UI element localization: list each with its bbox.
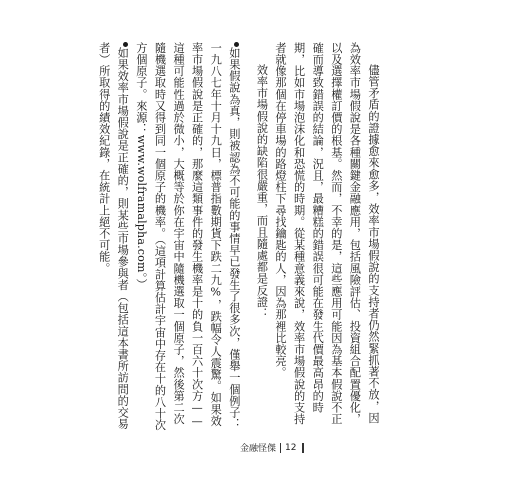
bullet-2-text: 如果效率市場假說是正確的，則某些市場參與者（包括這本書所訪問的交易者）所取得的績效紀錄，在統計上絕不可能。: [97, 42, 130, 430]
paragraph-spacer: [243, 42, 252, 434]
source-link[interactable]: www.wolframalpha.com: [134, 134, 148, 273]
page-number: 12: [285, 442, 297, 453]
footer-rule: [302, 443, 304, 453]
bullet-item-1: [131, 42, 243, 434]
bullet-1-tail: 。）: [134, 272, 148, 291]
paragraph-2: 效率市場假說的缺陷很嚴重，而且隨處都是反證：: [255, 64, 269, 320]
page-footer: [240, 441, 304, 454]
vertical-text-block: [97, 42, 382, 434]
bullet-1-text: 如果假說為真，則被認為不可能的事情早已發生了很多次，僅舉一個例子：一九八七年十月十九日，標普指數期貨下跌二九%，跌幅令人震驚。如果效率市場假說是正確的，那麼這類事件的發生機率是十的負一百六十次方——這種可能性過於微小，大概等於你在宇宙中隨機選取一個原子，然後第二次隨機選取時又得到同一個原子的機率。（這項計算估計宇宙中存在十的八十次方個原子。來源：: [134, 42, 241, 431]
footer-divider: [280, 443, 281, 453]
paragraph-1: 儘管矛盾的證據愈來愈多，效率市場假說的支持者仍然緊抓著不放，因為效率市場假說是各種關鍵金融應用，包括風險評估、投資組合配置優化，以及選擇權訂價的根基。然而，不幸的是，這些應用可能因為基本假說不正確而導致錯誤的結論，況且，最糟糕的錯誤很可能在發生代價最高昂的時期，比如市場泡沫化和恐慌的時期。從某種意義來說，效率市場假說的支持者就像那個在停車場的路燈柱下尋找鑰匙的人，因為那裡比較亮。: [274, 42, 380, 425]
bullet-item-2: [94, 42, 131, 434]
book-title: 金融怪傑: [240, 444, 277, 454]
